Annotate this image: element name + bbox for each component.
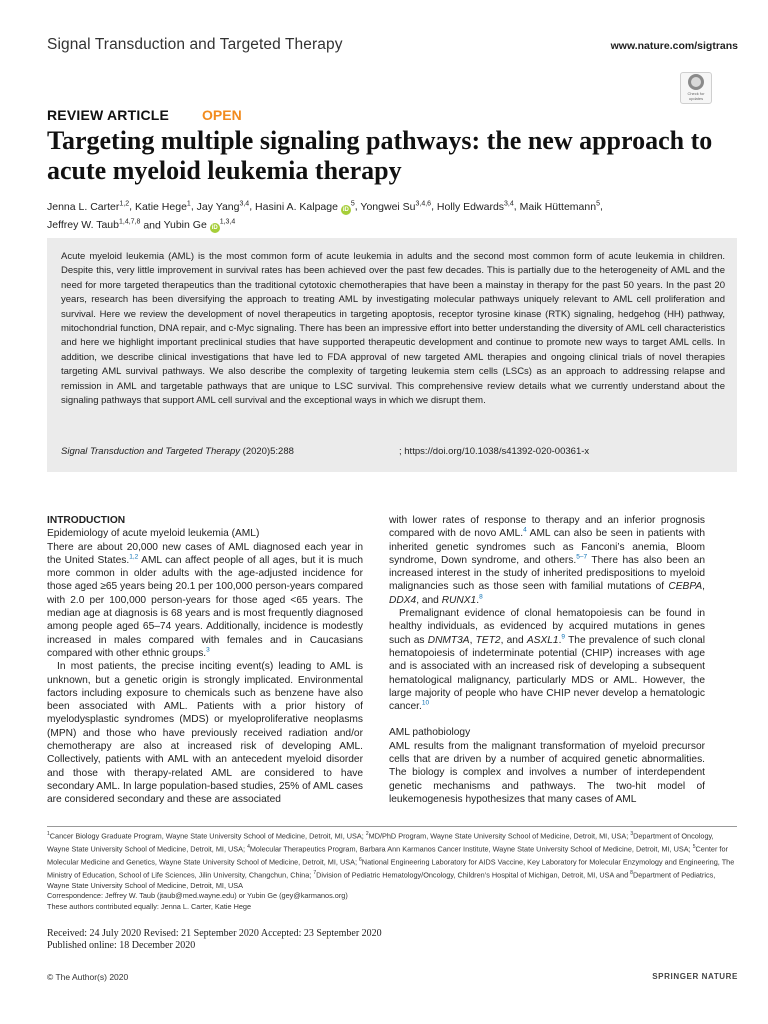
- subsection-heading: Epidemiology of acute myeloid leukemia (AML): [47, 528, 260, 540]
- orcid-icon[interactable]: iD: [342, 206, 349, 213]
- author[interactable]: Holly Edwards$^{3,4}$: [436, 200, 514, 213]
- author-list: Jenna L. Carter$^{1,2}$, Katie Hege$^1$, Jay Yang$^{3,4}$, Hasini A. Kalpage $iD^5$, Yongwei Su$^{3,4,6}$, Holly Edwards$^{3,4}$, Maik Hüttemann$^5$, Jeffrey W. Taub$^{1,4,7,8}$ and Yubin Ge iD$^{1,3,4}$: [47, 200, 603, 231]
- paragraph: There are about 20,000 new cases of AML diagnosed each year in the United States.$^{1,2}$ AML can affect people of all ages, but it is much more common in older adults with the age-adjusted incidence for those aged ≥65 years being 20.1 per 100,000 person-years compared with 2.0 per 100,000 person-years for those aged <65 years. The median age at diagnosis is 68 years and is most frequently diagnosed among people aged 65–74 years. Additionally, incidence is modestly increased in males compared with females and in Caucasians compared with other ethnic groups.$^3$: [47, 541, 364, 659]
- journal-url[interactable]: www.nature.com/sigtrans: [610, 40, 738, 52]
- author[interactable]: Hasini A. Kalpage $iD^5$: [255, 200, 355, 213]
- body-column-left: [47, 514, 363, 807]
- orcid-icon[interactable]: iD: [211, 225, 218, 231]
- author[interactable]: Katie Hege$^1$: [134, 200, 191, 213]
- journal-name: Signal Transduction and Targeted Therapy: [47, 36, 343, 53]
- paragraph: Premalignant evidence of clonal hematopoiesis can be found in healthy individuals, as evidenced by acquired mutations in genes such as DNMT3A, TET2, and ASXL1.$^9$ The prevalence of such clonal hematopoiesis of indeterminate potential (CHIP) increases with age and is associated with an increased risk of developing a subsequent hematological malignancy, particularly MDS or AML. However, the large majority of people who have CHIP never develop a hematologic cancer.$^{10}$: [389, 608, 705, 713]
- check-for-updates-badge[interactable]: [680, 72, 712, 104]
- article-title: Targeting multiple signaling pathways: the new approach to acute myeloid leukemia therapy: [47, 126, 713, 185]
- article-dates: [47, 928, 382, 952]
- reference-link[interactable]: 1,2: [129, 553, 139, 561]
- doi-link[interactable]: ; https://doi.org/10.1038/s41392-020-00361-x: [399, 446, 590, 457]
- reference-link[interactable]: 8: [479, 593, 483, 601]
- received-revised-accepted: Received: 24 July 2020 Revised: 21 September 2020 Accepted: 23 September 2020: [47, 928, 382, 939]
- paragraph: AML results from the malignant transformation of myeloid precursor cells that are driven by a number of acquired genetic abnormalities. The biology is complex and involves a number of interdependent genetic mechanisms and pathways. The two-hit model of leukemogenesis hypothesizes that many cases of AML: [389, 740, 705, 805]
- author[interactable]: Yongwei Su$^{3,4,6}$: [360, 200, 432, 213]
- check-updates-label: Check for updates: [687, 90, 705, 101]
- affiliation-footnotes: [47, 826, 737, 912]
- reference-link[interactable]: 4: [523, 526, 527, 534]
- author[interactable]: Maik Hüttemann$^5$: [519, 200, 600, 213]
- author[interactable]: Yubin Ge iD$^{1,3,4}$: [163, 218, 236, 231]
- publisher-logo: SPRINGER NATURE: [652, 972, 738, 981]
- check-updates-icon: [688, 74, 704, 90]
- author[interactable]: Jeffrey W. Taub$^{1,4,7,8}$: [47, 218, 141, 231]
- reference-link[interactable]: 5–7: [576, 553, 588, 561]
- reference-link[interactable]: 3: [206, 646, 210, 654]
- subsection-heading: AML pathobiology: [389, 727, 471, 739]
- abstract-box: [47, 238, 737, 472]
- paragraph: with lower rates of response to therapy and an inferior prognosis compared with de novo AML.$^4$ AML can also be seen in patients with inherited genetic syndromes such as Fanconi’s anemia, Bloom syndrome, Down syndrome, and others.$^{5-7}$ There has also been an increased interest in the study of inherited predispositions to myeloid malignancies such as those seen with familial mutations of CEBPA, DDX4, and RUNX1.$^8$: [389, 515, 705, 606]
- body-column-right: [389, 514, 705, 806]
- reference-link[interactable]: 10: [421, 699, 430, 707]
- published-online: Published online: 18 December 2020: [47, 940, 196, 951]
- author[interactable]: Jenna L. Carter$^{1,2}$: [47, 200, 130, 213]
- article-type: REVIEW ARTICLE: [47, 107, 170, 123]
- citation: Signal Transduction and Targeted Therapy (2020)5:288: [61, 446, 294, 457]
- paragraph: In most patients, the precise inciting event(s) leading to AML is unknown, but a genetic origin is strongly implicated. Environmental factors including exposure to chemicals such as benzene have also been associated with AML. Patients with a prior history of myelodysplastic syndromes (MDS) or myeloproliferative neoplasms (MPN) and those who have previously received radiation and/or chemotherapy are also at increased risk of developing AML. Collectively, patients with AML with an antecedent myeloid disorder and those with therapy-related AML are considered to have secondary AML. In large population-based studies, 25% of AML cases are considered secondary and these are associated: [47, 661, 363, 806]
- equal-contribution-note: These authors contributed equally: Jenna L. Carter, Katie Hege: [47, 901, 252, 911]
- section-heading: INTRODUCTION: [47, 515, 126, 526]
- author[interactable]: Jay Yang$^{3,4}$: [196, 200, 250, 213]
- abstract-text: Acute myeloid leukemia (AML) is the most common form of acute leukemia in adults and the second most common form of acute leukemia in children. Despite this, very little improvement in survival rates has been achieved over the past few decades. This is partially due to the heterogeneity of AML and the need for more targeted therapeutics than the traditional cytotoxic chemotherapies that have been a mainstay in therapy for the past 50 years. In the past 20 years, research has been diversifying the approach to treating AML by investigating molecular pathways uniquely relevant to AML cell proliferation and survival. Here we review the development of novel therapeutics in targeting apoptosis, receptor tyrosine kinase (RTK) signaling, hedgehog (HH) pathway, mitochondrial function, DNA repair, and c-Myc signaling. There has been an impressive effort into better understanding the diversity of AML cell characteristics and here we highlight important preclinical studies that have supported therapeutic development and continue to promote new ways to target AML cells. In addition, we describe clinical investigations that have led to FDA approval of new targeted AML therapies and ongoing clinical trials of novel therapies targeting AML survival pathways. We also describe the complexity of targeting leukemia stem cells (LSCs) as an approach to addressing relapse and remission in AML and targetable pathways that are unique to LSC survival. This comprehensive review details what we currently understand about the signaling pathways that support AML cell survival and the exceptional ways in which we disrupt them.: [61, 251, 725, 407]
- open-access-tag: OPEN: [202, 107, 242, 123]
- affiliations: $^1$Cancer Biology Graduate Program, Wayne State University School of Medicine, Detroit, MI, USA; $^2$MD/PhD Program, Wayne State University School of Medicine, Detroit, MI, USA; $^3$Department of Oncology, Wayne State University School of Medicine, Detroit, MI, USA; $^4$Molecular Therapeutics Program, Barbara Ann Karmanos Cancer Institute, Wayne State University School of Medicine, Detroit, MI, USA; $^5$Center for Molecular Medicine and Genetics, Wayne State University School of Medicine, Detroit, MI, USA; $^6$National Engineering Laboratory for AIDS Vaccine, Key Laboratory for Molecular Enzymology and Engineering, The Ministry of Education, School of Life Sciences, Jilin University, Changchun, China; $^7$Division of Pediatric Hematology/Oncology, Children’s Hospital of Michigan, Detroit, MI, USA and $^8$Department of Pediatrics, Wayne State University School of Medicine, Detroit, MI, USA: [47, 831, 735, 890]
- reference-link[interactable]: 9: [561, 633, 566, 641]
- correspondence[interactable]: Correspondence: Jeffrey W. Taub (jtaub@med.wayne.edu) or Yubin Ge (gey@karmanos.org): [47, 891, 348, 901]
- copyright: © The Author(s) 2020: [47, 972, 129, 982]
